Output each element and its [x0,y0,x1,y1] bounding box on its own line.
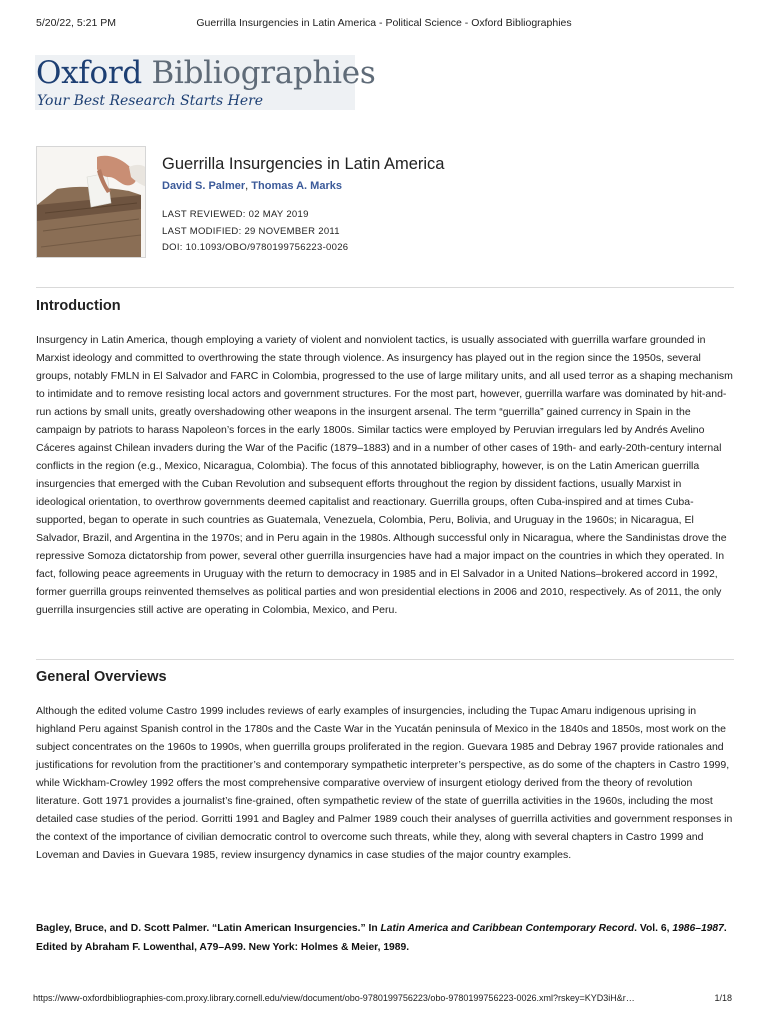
print-page-title: Guerrilla Insurgencies in Latin America - Political Science - Oxford Bibliographies [196,17,572,29]
logo-tagline: Your Best Research Starts Here [37,93,264,109]
article-cover-image [36,146,146,258]
doi: DOI: 10.1093/OBO/9780199756223-0026 [162,242,349,253]
citation-journal: Latin America and Caribbean Contemporary Record [380,923,635,934]
author-link-palmer[interactable]: David S. Palmer [162,180,246,192]
author-link-marks[interactable]: Thomas A. Marks [251,180,342,192]
print-header [36,17,732,31]
citation-entry [36,919,736,957]
general-overviews-text: Although the edited volume Castro 1999 includes reviews of early examples of insurgencies, including the Tupac Amaru indigenous uprising in highland Peru against Spanish control in the 1780s and the Caste War in the Yucatán peninsula of Mexico in the 1840s and 1850s, most work on the subject concentrates on the 1960s to 1990s, when guerrilla groups proliferated in the region. Guevara 1985 and Debray 1967 provide rationales and justifications for revolution from the practitioner’s and contemporary sympathetic interpreter’s perspective, as do some of the chapters in Castro 1999, while Wickham-Crowley 1992 offers the most comprehensive comparative overview of insurgent etiology derived from the theory of revolution literature. Gott 1971 provides a journalist’s fine-grained, often sympathetic review of the state of guerrilla activities in the 1960s, including the most detailed case studies of the period. Gorritti 1991 and Bagley and Palmer 1989 couch their analyses of guerrilla activities and government responses in the context of the importance of civilian democratic control to overcome such threats, while they, along with several chapters in Castro 1999 and Loveman and Davies in Guevara 1985, review insurgency dynamics in case studies of the major country examples. [36,705,733,861]
citation-years: 1986–1987 [672,923,724,934]
ballot-box-illustration [37,147,146,258]
citation-publisher: . Edited by Abraham F. Lowenthal, A79–A99. New York: Holmes & Meier, 1989. [36,923,727,953]
logo-brand-oxford: Oxford [36,55,142,91]
article-title: Guerrilla Insurgencies in Latin America [162,155,445,173]
divider [36,287,734,288]
author-separator: , [245,180,249,192]
logo-brand [36,55,375,91]
oxford-bibliographies-logo[interactable] [35,55,376,110]
general-overviews-heading: General Overviews [36,669,167,685]
introduction-text: Insurgency in Latin America, though employing a variety of violent and nonviolent tactics, is usually associated with guerrilla warfare grounded in Marxist ideology and committed to overthrowing the state through violence. As insurgency has played out in the region since the 1950s, several groups, notably FMLN in El Salvador and FARC in Colombia, progressed to the use of large military units, and all used terror as a shaping mechanism to intimidate and to remove resisting local actors and government structures. For the most part, however, guerrilla warfare was dominated by hit-and-run actions by small units, greatly overshadowing other weapons in the insurgent arsenal. The term “guerrilla” gained currency in Spain in the campaign by patriots to harass Napoleon’s forces in the early 1800s. Similar tactics were employed by Peruvian irregulars led by Andrés Avelino Cáceres against Chilean invaders during the War of the Pacific (1879–1883) and in a number of other cases of 19th- and early-20th-century internal conflicts in the region (e.g., Mexico, Nicaragua, Colombia). The focus of this annotated bibliography, however, is on the Latin American guerrilla insurgencies that emerged with the Cuban Revolution and subsequent efforts throughout the region by dissident factions, usually Marxist in ideological orientation, to overthrow governments deemed capitalist and reactionary. Guerrilla groups, often Cuba-inspired and at times Cuba-supported, began to operate in such countries as Guatemala, Venezuela, Colombia, Peru, Bolivia, and Uruguay in the 1960s; in Nicaragua, El Salvador, Brazil, and Argentina in the 1970s; and in Peru again in the 1980s. Although successful only in Nicaragua, where the Sandinistas drove the repressive Somoza dictatorship from power, several other guerrilla insurgencies have had a major impact on the countries in which they operated. In fact, following peace agreements in Uruguay with the return to democracy in 1985 and in El Salvador in a United Nations–brokered accord in 1992, former guerrilla groups reinvented themselves as political parties and won presidential elections in 2006 and 2010, respectively. As of 2011, the only guerrilla insurgencies still active are operating in Colombia, Mexico, and Peru. [36,334,733,616]
print-footer [33,993,732,1007]
print-timestamp: 5/20/22, 5:21 PM [36,17,116,29]
citation-authors-title: Bagley, Bruce, and D. Scott Palmer. “Latin American Insurgencies.” In [36,923,381,934]
logo-brand-bibliographies: Bibliographies [151,55,376,91]
citation-volume: . Vol. 6, [634,923,673,934]
introduction-heading: Introduction [36,298,121,314]
last-reviewed: LAST REVIEWED: 02 MAY 2019 [162,209,309,220]
authors [162,180,342,192]
page-number: 1/18 [714,993,732,1003]
last-modified: LAST MODIFIED: 29 NOVEMBER 2011 [162,226,340,237]
divider [36,659,734,660]
print-url: https://www-oxfordbibliographies-com.proxy.library.cornell.edu/view/document/obo-9780199756223/obo-9780199756223-0026.xml?rskey=KYD3iH&r… [33,993,635,1003]
